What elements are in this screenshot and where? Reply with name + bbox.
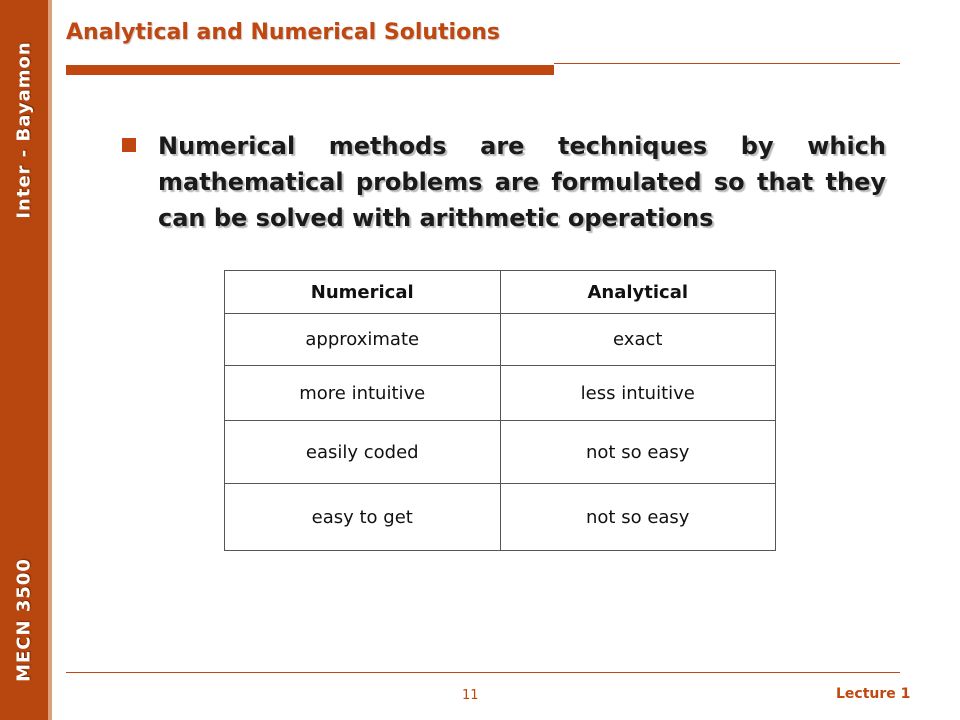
table-cell: not so easy <box>500 484 776 551</box>
bullet-square-icon <box>122 138 136 152</box>
table-cell: less intuitive <box>500 366 776 421</box>
sidebar <box>0 0 48 720</box>
table-cell: easily coded <box>225 421 501 484</box>
table-row <box>225 421 776 484</box>
title-underline-thin <box>554 63 900 64</box>
table-cell: exact <box>500 314 776 366</box>
table-cell: not so easy <box>500 421 776 484</box>
lecture-label: Lecture 1 <box>836 686 911 702</box>
table-header-row <box>225 271 776 314</box>
sidebar-bottom-label: MECN 3500 <box>13 558 35 682</box>
slide-title: Analytical and Numerical Solutions <box>66 20 500 45</box>
comparison-table <box>224 270 776 551</box>
sidebar-edge-divider <box>48 0 52 720</box>
table-cell: more intuitive <box>225 366 501 421</box>
table-cell: easy to get <box>225 484 501 551</box>
footer-divider <box>66 672 900 673</box>
page-number: 11 <box>462 688 479 703</box>
title-underline-thick <box>66 65 554 75</box>
sidebar-top-label: Inter - Bayamon <box>13 41 35 219</box>
table-row <box>225 366 776 421</box>
table-row <box>225 314 776 366</box>
table-row <box>225 484 776 551</box>
header-numerical: Numerical <box>225 271 501 314</box>
header-analytical: Analytical <box>500 271 776 314</box>
bullet-text: Numerical methods are techniques by which mathematical problems are formulated so that they can be solved with arithmetic operations <box>158 132 886 232</box>
table-cell: approximate <box>225 314 501 366</box>
